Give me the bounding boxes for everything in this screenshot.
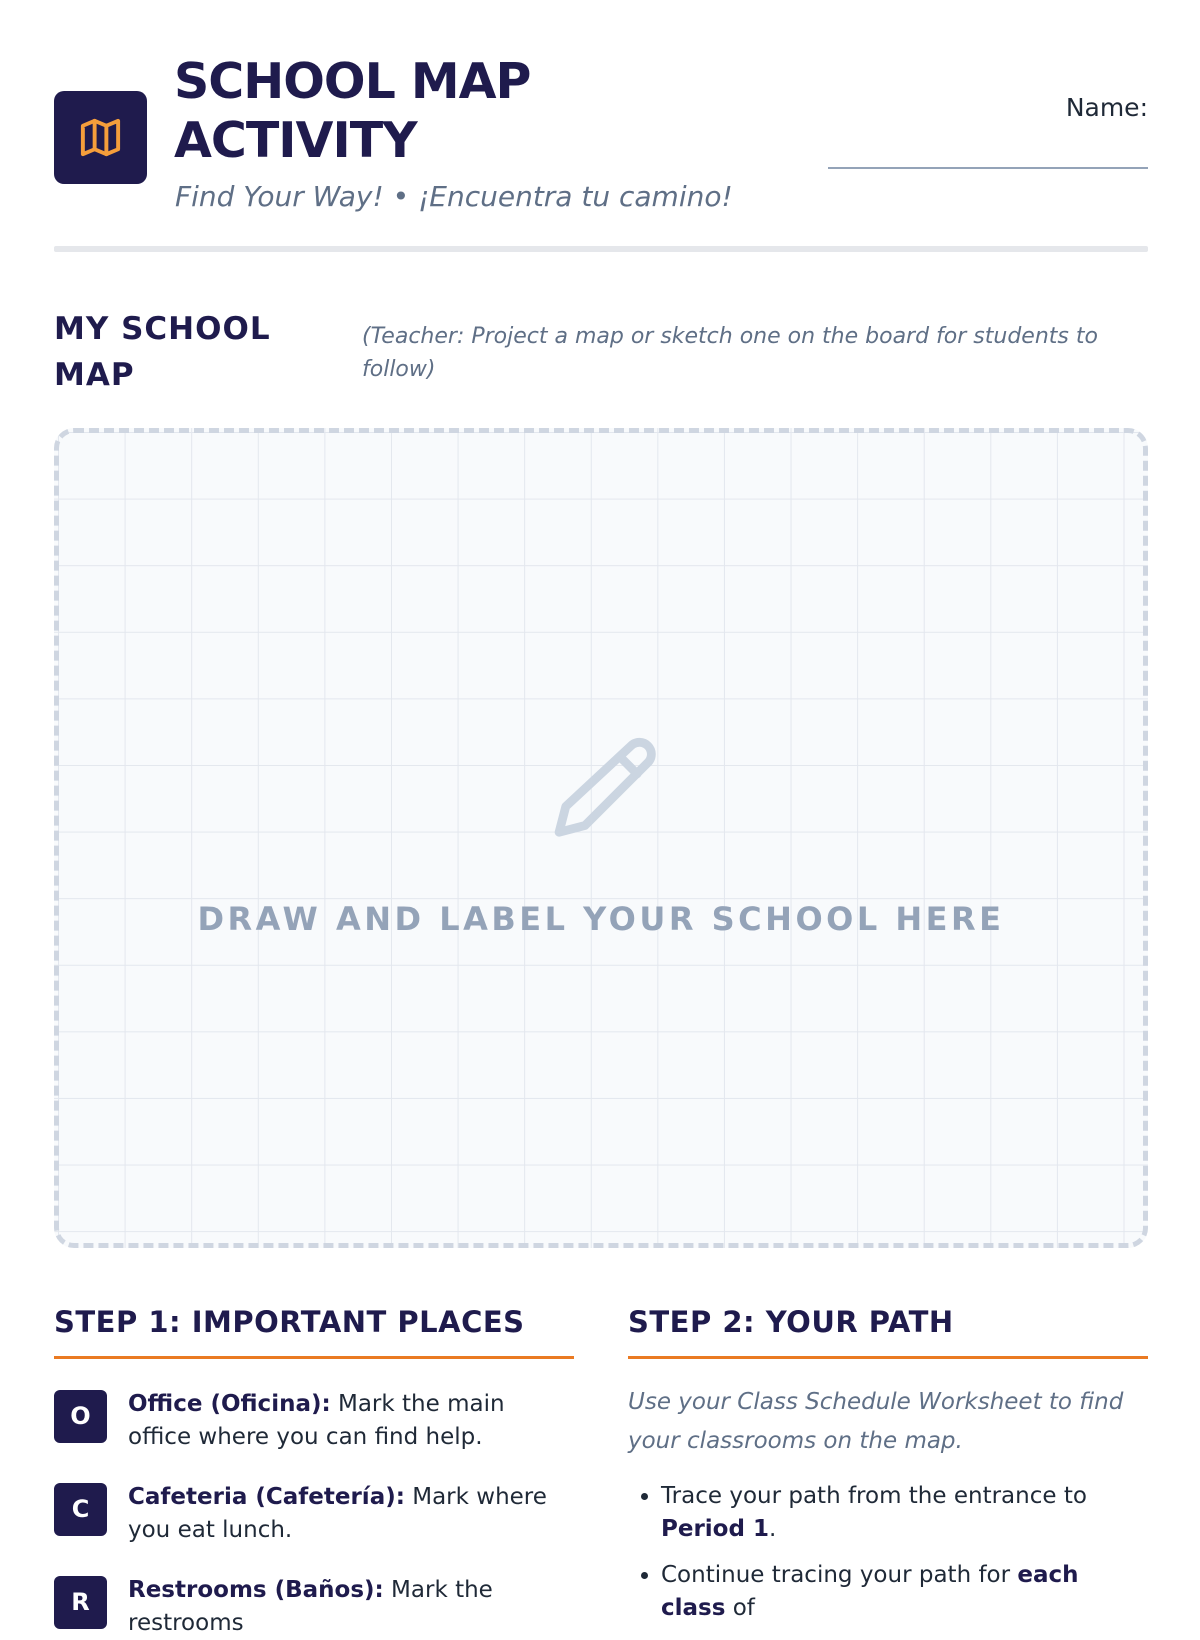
path-step-text: Trace your path from the entrance to: [661, 1483, 1087, 1509]
name-label: Name:: [1065, 93, 1148, 122]
step-1-section: [54, 1302, 574, 1640]
place-badge: R: [54, 1576, 107, 1629]
place-name: Office (Oficina):: [128, 1391, 331, 1417]
list-item: [54, 1574, 574, 1640]
path-steps-list: [628, 1480, 1148, 1625]
path-step-emphasis: each class: [661, 1562, 1079, 1621]
name-field: [828, 90, 1148, 170]
step-2-heading: STEP 2: YOUR PATH: [628, 1302, 1148, 1359]
worksheet-page: [54, 0, 1148, 1636]
place-badge: C: [54, 1483, 107, 1536]
place-instruction: Mark the restrooms: [128, 1577, 493, 1636]
page-title: SCHOOL MAP ACTIVITY: [174, 53, 531, 169]
list-item: [54, 1388, 574, 1454]
place-name: Restrooms (Baños):: [128, 1577, 384, 1603]
place-description: [128, 1574, 574, 1640]
page-subtitle: Find Your Way! • ¡Encuentra tu camino!: [175, 180, 733, 213]
place-description: [128, 1388, 574, 1454]
step-1-heading: STEP 1: IMPORTANT PLACES: [54, 1302, 574, 1359]
path-step-end: .: [768, 1516, 777, 1542]
map-section-heading: MY SCHOOL MAP: [54, 311, 271, 393]
logo-badge: [54, 91, 147, 184]
place-instruction: Mark the main office where you can find help.: [128, 1391, 505, 1450]
path-step-text: Continue tracing your path for: [661, 1562, 1018, 1588]
name-write-line[interactable]: [828, 167, 1148, 169]
place-description: [128, 1481, 574, 1547]
place-instruction: Mark where you eat lunch.: [128, 1484, 547, 1543]
step-2-section: [628, 1302, 1148, 1638]
list-item: [661, 1559, 1148, 1625]
path-step-end: of: [725, 1595, 755, 1621]
header-divider: [54, 246, 1148, 252]
teacher-note: (Teacher: Project a map or sketch one on the board for students to follow): [362, 324, 1098, 382]
map-icon: [77, 114, 124, 161]
pencil-icon: [541, 731, 665, 855]
list-item: [661, 1480, 1148, 1546]
place-name: Cafeteria (Cafetería):: [128, 1484, 405, 1510]
map-prompt: DRAW AND LABEL YOUR SCHOOL HERE: [197, 900, 1005, 938]
places-list: [54, 1388, 574, 1640]
place-badge: O: [54, 1390, 107, 1443]
path-intro: Use your Class Schedule Worksheet to find your classrooms on the map.: [628, 1389, 1124, 1454]
path-step-emphasis: Period 1: [661, 1516, 769, 1542]
map-drawing-area[interactable]: [54, 428, 1148, 1248]
list-item: [54, 1481, 574, 1547]
